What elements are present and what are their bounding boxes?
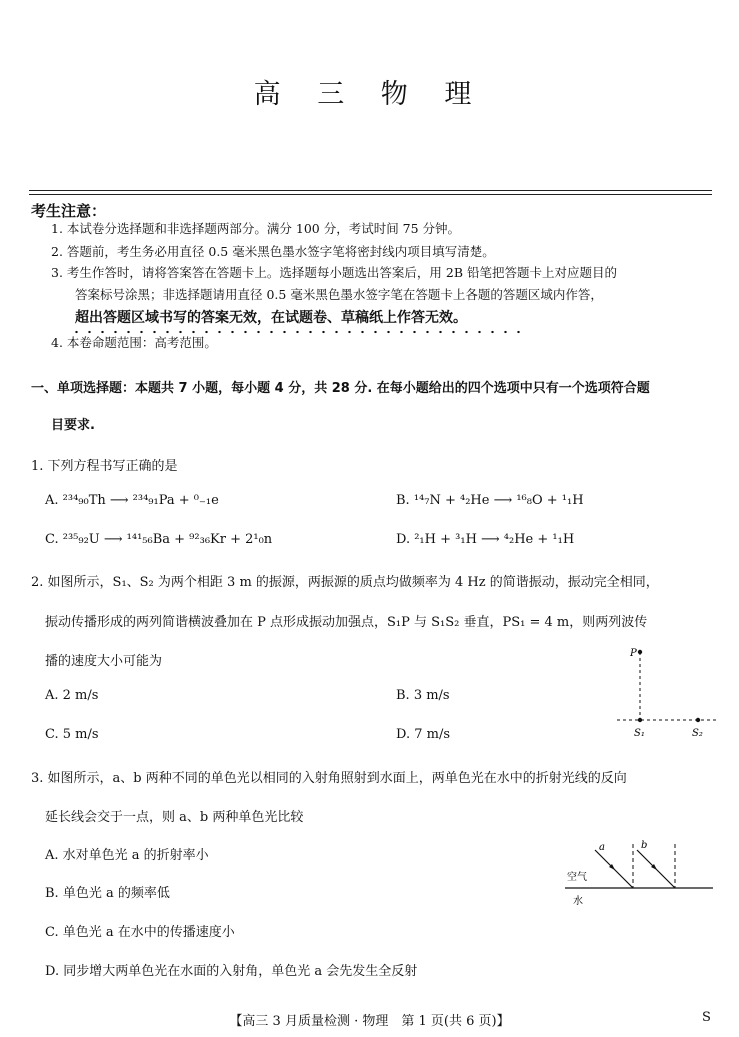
- q2-fig-label-p: P: [630, 648, 637, 659]
- q2-option-a: A. 2 m/s: [45, 688, 99, 703]
- q2-fig-point-s1: [638, 718, 642, 722]
- q3-option-a: A. 水对单色光 a 的折射率小: [45, 848, 209, 863]
- notice-item-1: 1. 本试卷分选择题和非选择题两部分。满分 100 分，考试时间 75 分钟。: [51, 221, 461, 236]
- notice-item-4: 4. 本卷命题范围：高考范围。: [51, 335, 217, 350]
- q1-option-a: A. ²³⁴₉₀Th ⟶ ²³⁴₉₁Pa + ⁰₋₁e: [45, 493, 219, 508]
- q3-option-b: B. 单色光 a 的频率低: [45, 886, 170, 901]
- q3-fig-label-air: 空气: [567, 872, 587, 883]
- page-footer: 【高三 3 月质量检测 · 物理 第 1 页(共 6 页)】: [229, 1014, 510, 1029]
- page-code: S: [702, 1010, 711, 1025]
- notice-item-3: 3. 考生作答时，请将答案答在答题卡上。选择题每小题选出答案后，用 2B 铅笔把答题卡上对应题目的: [51, 265, 617, 280]
- notice-heading: 考生注意：: [31, 202, 107, 220]
- q1-option-b: B. ¹⁴₇N + ⁴₂He ⟶ ¹⁶₈O + ¹₁H: [396, 493, 584, 508]
- q2-stem-3: 播的速度大小可能为: [45, 654, 163, 669]
- q2-fig-label-s1: S₁: [634, 728, 645, 739]
- header-rule-thin: [29, 194, 712, 195]
- notice-item-2: 2. 答题前，考生务必用直径 0.5 毫米黑色墨水签字笔将密封线内项目填写清楚。: [51, 244, 495, 259]
- q2-fig-point-s2: [696, 718, 700, 722]
- q2-stem-1: 2. 如图所示，S₁、S₂ 为两个相距 3 m 的振源，两振源的质点均做频率为 4 Hz 的简谐振动，振动完全相同，: [31, 575, 659, 590]
- q3-stem-2: 延长线会交于一点，则 a、b 两种单色光比较: [45, 810, 304, 825]
- page-title: 高 三 物 理: [253, 79, 486, 110]
- q2-fig-point-p: [638, 650, 642, 654]
- q2-option-c: C. 5 m/s: [45, 727, 99, 742]
- q2-figure: [612, 640, 722, 745]
- header-rule-thick: [29, 190, 712, 191]
- q1-option-c: C. ²³⁵₉₂U ⟶ ¹⁴¹₅₆Ba + ⁹²₃₆Kr + 2¹₀n: [45, 532, 273, 547]
- q2-option-b: B. 3 m/s: [396, 688, 450, 703]
- q3-figure: [565, 838, 715, 910]
- q1-stem: 1. 下列方程书写正确的是: [31, 459, 178, 474]
- q2-fig-label-s2: S₂: [692, 728, 703, 739]
- notice-item-3-cont: 答案标号涂黑；非选择题请用直径 0.5 毫米黑色墨水签字笔在答题卡上各题的答题区域内作答，: [75, 287, 603, 302]
- q3-option-c: C. 单色光 a 在水中的传播速度小: [45, 925, 235, 940]
- q3-fig-label-water: 水: [573, 896, 583, 907]
- q3-fig-label-b: b: [641, 840, 648, 851]
- q2-stem-2: 振动传播形成的两列简谐横波叠加在 P 点形成振动加强点，S₁P 与 S₁S₂ 垂直，PS₁ = 4 m，则两列波传: [45, 615, 648, 630]
- q3-fig-label-a: a: [599, 842, 605, 853]
- notice-emphasis: 超出答题区域书写的答案无效，在试题卷、草稿纸上作答无效。: [75, 310, 467, 326]
- section-heading-cont: 目要求.: [51, 418, 95, 433]
- q1-option-d: D. ²₁H + ³₁H ⟶ ⁴₂He + ¹₁H: [396, 532, 575, 547]
- q3-stem-1: 3. 如图所示，a、b 两种不同的单色光以相同的入射角照射到水面上，两单色光在水中的折射光线的反向: [31, 771, 627, 786]
- q3-option-d: D. 同步增大两单色光在水面的入射角，单色光 a 会先发生全反射: [45, 964, 418, 979]
- section-heading: 一、单项选择题：本题共 7 小题，每小题 4 分，共 28 分. 在每小题给出的四个选项中只有一个选项符合题: [31, 381, 650, 396]
- q2-option-d: D. 7 m/s: [396, 727, 451, 742]
